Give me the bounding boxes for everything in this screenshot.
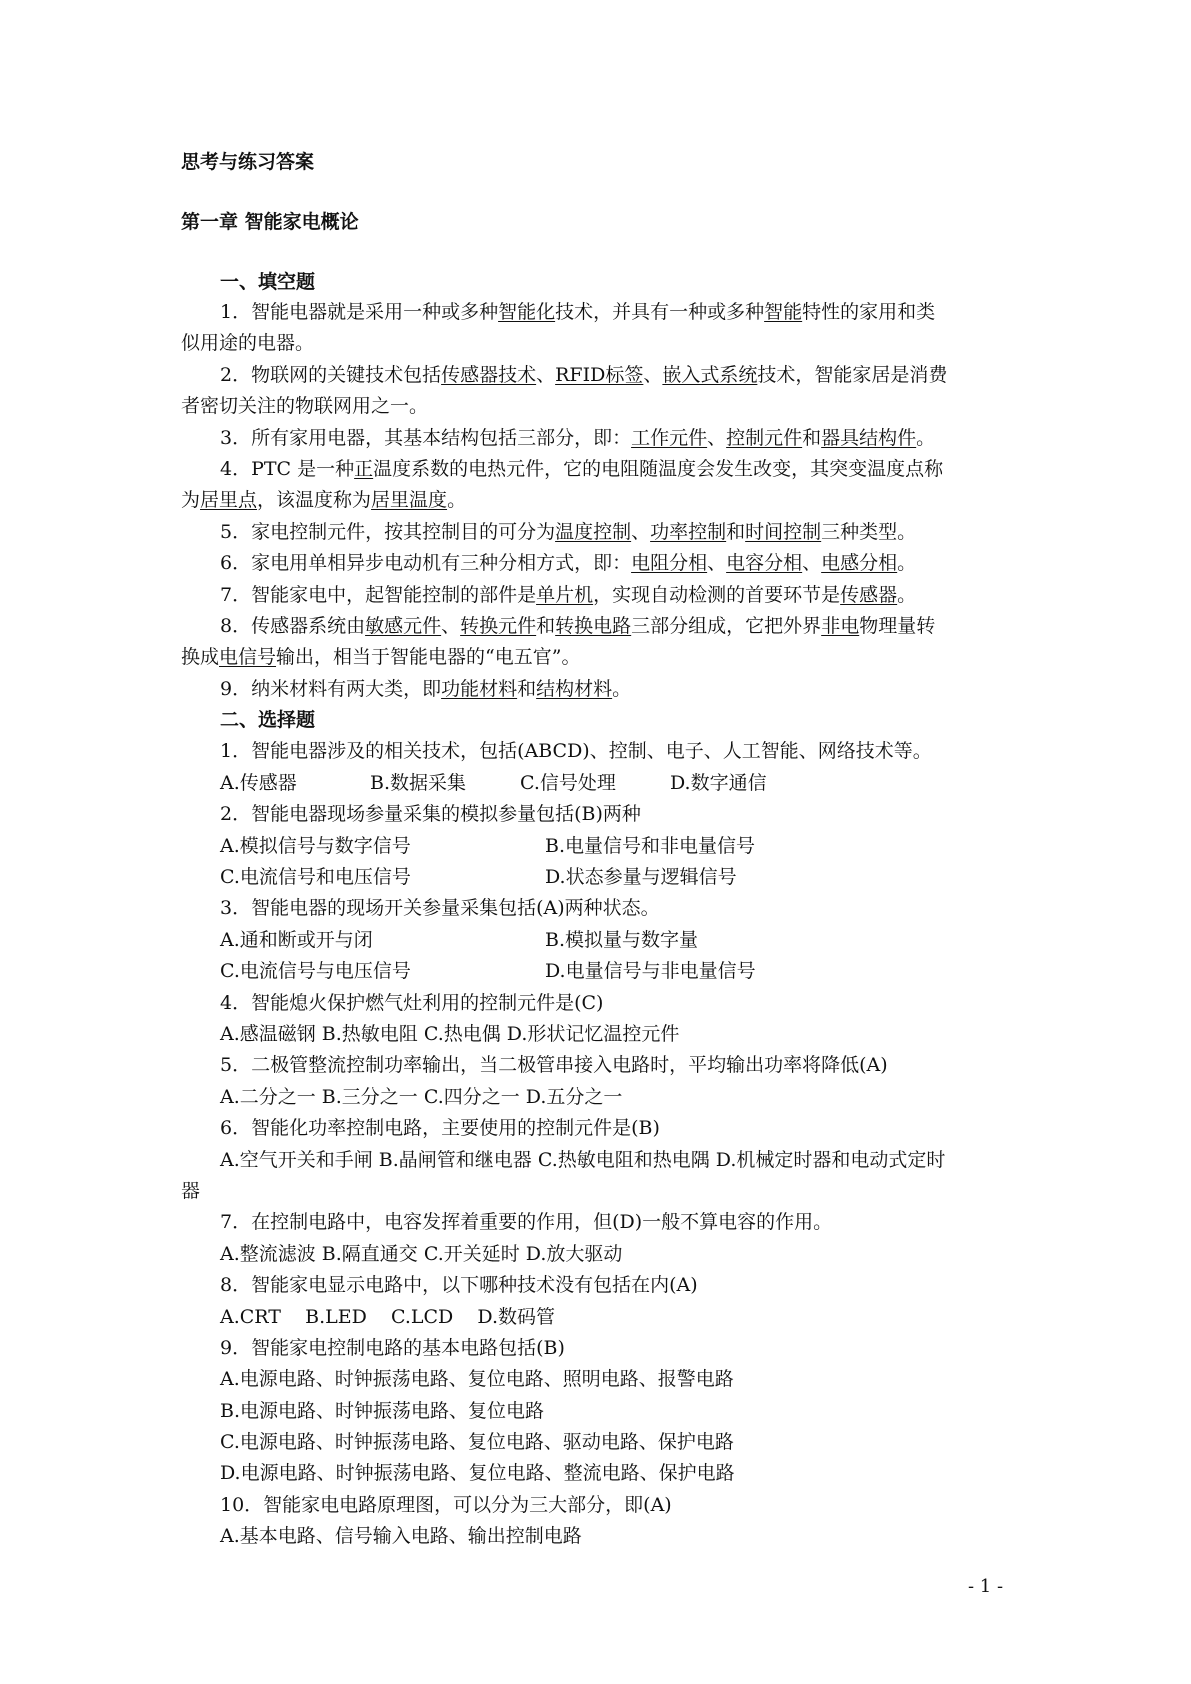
choice-q7-options: A.整流滤波 B.隔直通交 C.开关延时 D.放大驱动 (220, 1242, 623, 1265)
fill-q5: 5．家电控制元件，按其控制目的可分为温度控制、功率控制和时间控制三种类型。 (220, 520, 917, 543)
choice-q5-options: A.二分之一 B.三分之一 C.四分之一 D.五分之一 (220, 1085, 623, 1108)
choice-q8-stem: 8．智能家电显示电路中，以下哪种技术没有包括在内(A) (220, 1274, 698, 1297)
choice-q4-stem: 4．智能熄火保护燃气灶利用的控制元件是(C) (220, 991, 604, 1014)
chapter-title: 第一章 智能家电概论 (181, 211, 359, 233)
choice-q2-options-row2: C.电流信号和电压信号 D.状态参量与逻辑信号 (220, 866, 737, 889)
choice-q9-stem: 9．智能家电控制电路的基本电路包括(B) (220, 1336, 565, 1359)
choice-q9-option-c: C.电源电路、时钟振荡电路、复位电路、驱动电路、保护电路 (220, 1431, 734, 1454)
choice-q10-stem: 10．智能家电电路原理图，可以分为三大部分，即(A) (220, 1493, 672, 1516)
fill-q3: 3．所有家用电器，其基本结构包括三部分，即：工作元件、控制元件和器具结构件。 (220, 426, 936, 449)
choice-q3-options-row2: C.电流信号与电压信号 D.电量信号与非电量信号 (220, 960, 756, 983)
choice-q8-options: A.CRT B.LED C.LCD D.数码管 (220, 1305, 556, 1328)
fill-q6: 6．家电用单相异步电动机有三种分相方式，即：电阻分相、电容分相、电感分相。 (220, 552, 917, 575)
fill-q8-line1: 8．传感器系统由敏感元件、转换元件和转换电路三部分组成，它把外界非电物理量转 (220, 614, 936, 637)
fill-q1-line1: 1．智能电器就是采用一种或多种智能化技术，并具有一种或多种智能特性的家用和类 (220, 301, 936, 323)
fill-q9: 9．纳米材料有两大类，即功能材料和结构材料。 (220, 677, 632, 700)
choice-q3-stem: 3．智能电器的现场开关参量采集包括(A)两种状态。 (220, 897, 660, 920)
choice-q9-option-d: D.电源电路、时钟振荡电路、复位电路、整流电路、保护电路 (220, 1462, 735, 1485)
choice-q4-options: A.感温磁钢 B.热敏电阻 C.热电偶 D.形状记忆温控元件 (220, 1022, 680, 1045)
question-body (181, 297, 1015, 1553)
choice-q6-options-cont: 器 (181, 1179, 201, 1202)
choice-q5-stem: 5．二极管整流控制功率输出，当二极管串接入电路时，平均输出功率将降低(A) (220, 1054, 888, 1077)
fill-q2-line2: 者密切关注的物联网用之一。 (181, 395, 429, 418)
choice-q2-stem: 2．智能电器现场参量采集的模拟参量包括(B)两种 (220, 803, 641, 826)
choice-q7-stem: 7．在控制电路中，电容发挥着重要的作用，但(D)一般不算电容的作用。 (220, 1211, 833, 1234)
fill-q2-line1: 2．物联网的关键技术包括传感器技术、RFID标签、嵌入式系统技术，智能家居是消费 (220, 363, 948, 386)
choice-q6-options: A.空气开关和手闸 B.晶闸管和继电器 C.热敏电阻和热电隅 D.机械定时器和电动式定时 (220, 1148, 946, 1171)
choice-q6-stem: 6．智能化功率控制电路，主要使用的控制元件是(B) (220, 1117, 660, 1140)
fill-q4-line1: 4．PTC 是一种正温度系数的电热元件，它的电阻随温度会发生改变，其突变温度点称 (220, 457, 944, 480)
section-fill-in-blank: 一、填空题 (220, 271, 316, 293)
choice-q1-options: A.传感器 B.数据采集 C.信号处理 D.数字通信 (220, 771, 767, 794)
fill-q7: 7．智能家电中，起智能控制的部件是单片机，实现自动检测的首要环节是传感器。 (220, 583, 917, 606)
fill-q1-line2: 似用途的电器。 (181, 332, 315, 355)
choice-q9-option-b: B.电源电路、时钟振荡电路、复位电路 (220, 1399, 545, 1422)
section-multiple-choice: 二、选择题 (220, 709, 316, 732)
page-number: - 1 - (968, 1576, 1004, 1597)
choice-q1-stem: 1．智能电器涉及的相关技术，包括(ABCD)、控制、电子、人工智能、网络技术等。 (220, 740, 932, 763)
choice-q9-option-a: A.电源电路、时钟振荡电路、复位电路、照明电路、报警电路 (220, 1368, 734, 1391)
fill-q8-line2: 换成电信号输出，相当于智能电器的“电五官”。 (181, 646, 581, 669)
fill-q4-line2: 为居里点，该温度称为居里温度。 (181, 489, 467, 512)
choice-q10-option-a: A.基本电路、信号输入电路、输出控制电路 (220, 1525, 582, 1548)
document-title: 思考与练习答案 (181, 151, 315, 173)
choice-q3-options-row1: A.通和断或开与闭 B.模拟量与数字量 (220, 928, 699, 951)
choice-q2-options-row1: A.模拟信号与数字信号 B.电量信号和非电量信号 (220, 834, 756, 857)
